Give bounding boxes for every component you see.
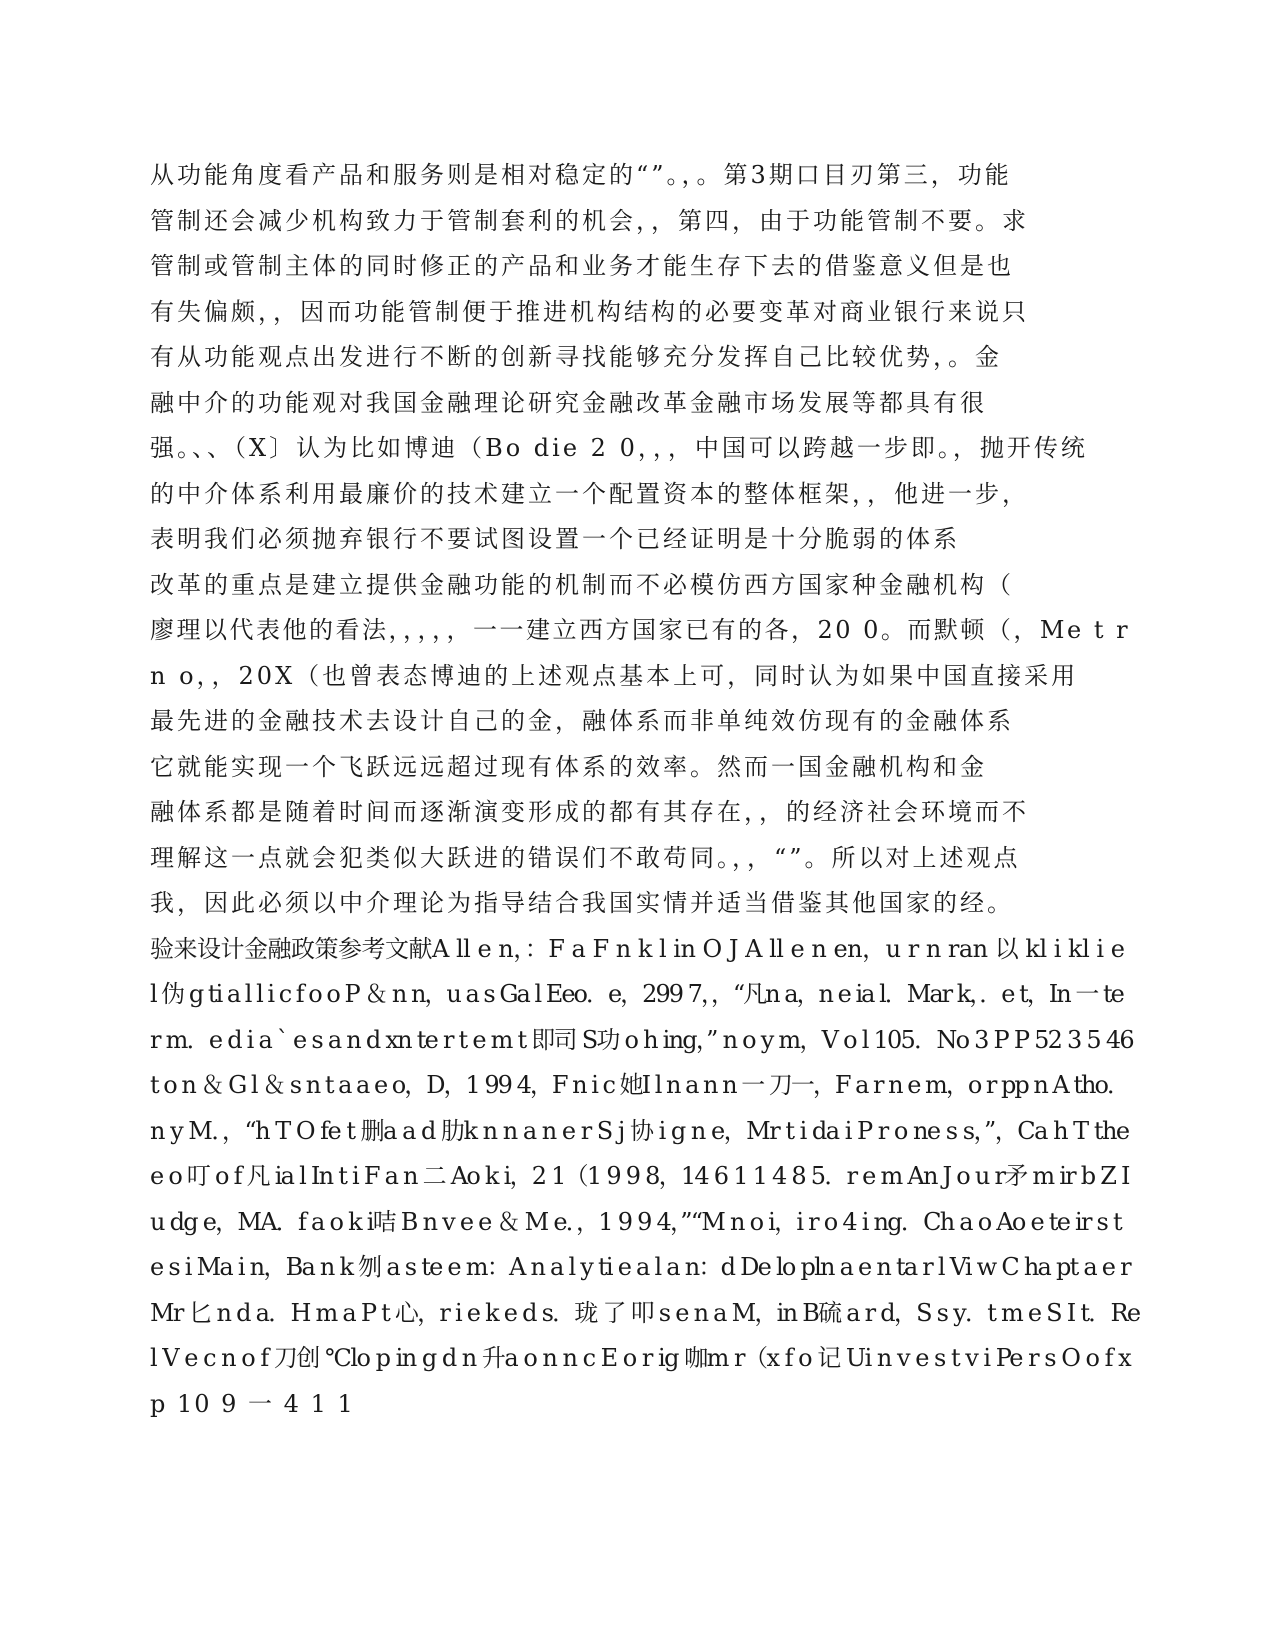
reference-line: 验来设计金融政策参考文献A ll e n，：F a F n k l in O J A ll e n en，u r n ran 以 kl i kl i e bbox=[150, 934, 1125, 963]
text-line: 我，因此必须以中介理论为指导结合我国实情并适当借鉴其他国家的经。 bbox=[150, 889, 1014, 917]
text-line: 的中介体系利用最廉价的技术建立一个配置资本的整体框架，，他进一步， bbox=[150, 479, 1029, 508]
text-line: 从功能角度看产品和服务则是相对稳定的“”。，。第3期口目刃第三，功能 bbox=[150, 161, 1012, 189]
reference-line: e s i Ma i n，Ba n k 刎 a s te e m：A n a l y ti e a l a n：d De lo pln a e n ta r l Vi w C ha pt a e r bbox=[150, 1253, 1130, 1281]
text-line: 有从功能观点出发进行不断的创新寻找能够充分发挥自己比较优势，。金 bbox=[150, 343, 1002, 371]
body-text bbox=[150, 153, 1140, 1427]
text-line: 最先进的金融技术去设计自己的金，融体系而非单纯效仿现有的金融体系 bbox=[150, 707, 1014, 735]
text-line: n o，，20X（也曾表态博迪的上述观点基本上可，同时认为如果中国直接采用 bbox=[150, 661, 1079, 690]
text-line: 融中介的功能观对我国金融理论研究金融改革金融市场发展等都具有很 bbox=[150, 388, 987, 417]
reference-line: e o 叮 o f 凡 ia l In t i F a n 二 Ao k i，2 1（1 9 9 8，14 6 1 1 4 8 5．r e m An J o u r矛 m ir b Z I bbox=[150, 1162, 1129, 1190]
reference-line: u dg e，MA．f a o k i咭 B n v e e ＆ M e．，1 9 9 4，”“M n o i，i r o 4 i ng．Ch a o Ao e te ir s t bbox=[150, 1207, 1121, 1236]
text-line: 改革的重点是建立提供金融功能的机制而不必模仿西方国家种金融机构（ bbox=[150, 570, 1014, 599]
reference-line: l 伪 g ti a l l i c f o o P ＆ n n，u a s Ga l Eeo．e，299 7，，“凡n a，n e ia l．Mar k，．e t，In 一 te bbox=[150, 980, 1123, 1008]
reference-line: n y M．，“h T O fe t 删a a d 肋k n n a n e r S j 协 i g n e，Mr t i da i P r o ne s s，”，Ca h T the bbox=[150, 1116, 1129, 1145]
text-line: 表明我们必须抛弃银行不要试图设置一个已经证明是十分脆弱的体系 bbox=[150, 525, 960, 553]
reference-line: Mr 匕 n d a．H m a P t 心，r i e k e d s．珑 了 叩 s e n a M，in B硫 a r d，S s y．t m e S I t．Re bbox=[150, 1298, 1140, 1327]
text-line: 廖理以代表他的看法，，，，，一一建立西方国家已有的各，20 0。而默顿（，Me t r bbox=[150, 616, 1131, 644]
text-line: 它就能实现一个飞跃远远超过现有体系的效率。然而一国金融机构和金 bbox=[150, 752, 987, 781]
text-line: 有失偏颇，，因而功能管制便于推进机构结构的必要变革对商业银行来说只 bbox=[150, 297, 1029, 326]
text-line: 管制或管制主体的同时修正的产品和业务才能生存下去的借鉴意义但是也 bbox=[150, 252, 1014, 280]
reference-line: r m．e d i a ` e s a n d xn te r t e m t 即司 S功 o h ing，” n o y m，V o l 105．No 3 P P 52 3 5 46 bbox=[150, 1025, 1133, 1054]
reference-line: t o n ＆ G l ＆ s n t a a e o，D，1 99 4，F n i c 她I l n a n n 一 刀一，F a r n e m，o r pp n A tho． bbox=[150, 1071, 1129, 1099]
text-line: 强。、、（X〕认为比如博迪（Bo die 2 0，，，中国可以跨越一步即。，抛开传统 bbox=[150, 434, 1088, 462]
text-line: 理解这一点就会犯类似大跃进的错误们不敢苟同。，，“”。所以对上述观点 bbox=[150, 843, 1021, 872]
text-line: 管制还会减少机构致力于管制套利的机会，，第四，由于功能管制不要。求 bbox=[150, 206, 1029, 235]
reference-line: p 10 9 一 4 1 1 bbox=[150, 1389, 355, 1418]
reference-line: l V e c n o f 刀创 ℃lo p in g d n 升a o n n c E o r ig 咖m r（x f o 记 Ui n v e s t v i Pe r s O o f x bbox=[150, 1344, 1131, 1372]
text-line: 融体系都是随着时间而逐渐演变形成的都有其存在，，的经济社会环境而不 bbox=[150, 798, 1029, 826]
